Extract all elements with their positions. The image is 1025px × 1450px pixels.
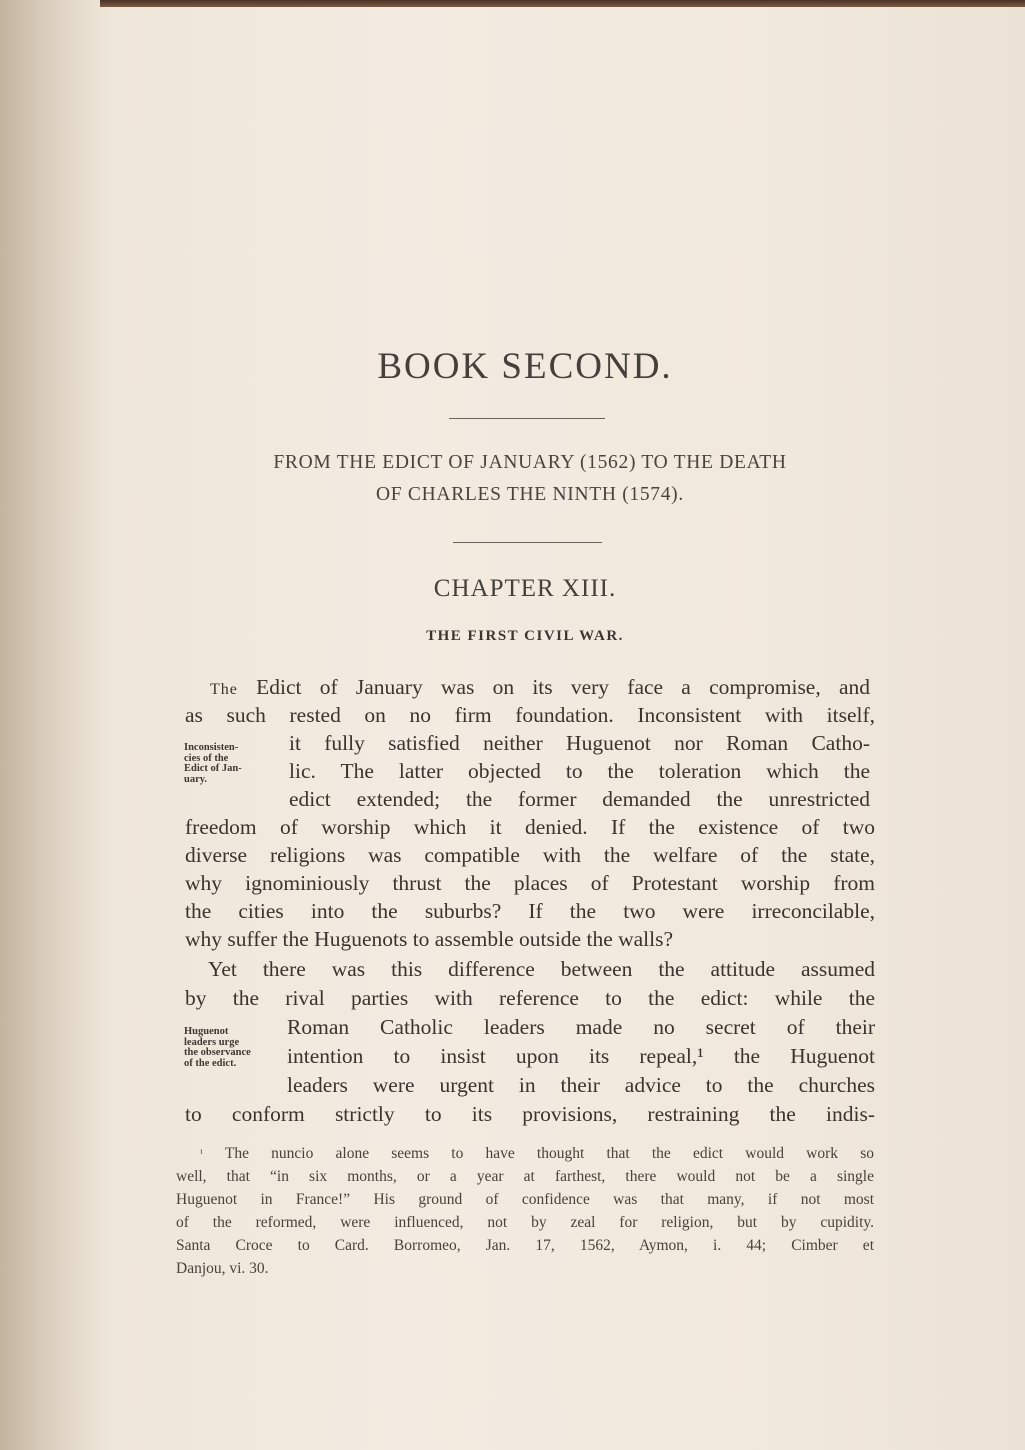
body-line: as such rested on no firm foundation. Inconsistent with itself,: [185, 703, 875, 727]
body-line: it fully satisfied neither Huguenot nor Roman Catho-: [289, 731, 870, 755]
footnote-line: of the reformed, were influenced, not by zeal for religion, but by cupidity.: [176, 1214, 874, 1231]
chapter-subtitle: THE FIRST CIVIL WAR.: [426, 628, 624, 644]
book-subtitle-line-1: FROM THE EDICT OF JANUARY (1562) TO THE DEATH: [273, 452, 787, 473]
footnote-mark: ¹: [200, 1148, 203, 1159]
drop-word: The: [210, 681, 238, 698]
footnote-line: Huguenot in France!” His ground of confidence was that many, if not most: [176, 1191, 874, 1208]
body-line: why suffer the Huguenots to assemble outside the walls?: [185, 927, 674, 951]
footnote-line: well, that “in six months, or a year at farthest, there would not be a single: [176, 1168, 874, 1185]
footnote-line: Santa Croce to Card. Borromeo, Jan. 17, 1562, Aymon, i. 44; Cimber et: [176, 1237, 874, 1254]
body-line: why ignominiously thrust the places of Protestant worship from: [185, 871, 875, 895]
body-line: leaders were urgent in their advice to the churches: [287, 1073, 875, 1097]
body-line: intention to insist upon its repeal,¹ the Huguenot: [287, 1044, 875, 1068]
chapter-title: CHAPTER XIII.: [433, 575, 617, 602]
body-line: edict extended; the former demanded the unrestricted: [289, 787, 870, 811]
margin-note-huguenot-leaders: Huguenot leaders urge the observance of the edict.: [184, 1026, 251, 1069]
book-cover-edge: [100, 0, 1025, 7]
body-line: diverse religions was compatible with the welfare of the state,: [185, 843, 875, 867]
body-line: Roman Catholic leaders made no secret of their: [287, 1015, 875, 1039]
page-gutter-shadow: [0, 0, 110, 1450]
body-line: by the rival parties with reference to the edict: while the: [185, 986, 875, 1010]
body-line: The Edict of January was on its very face a compromise, and: [210, 675, 870, 699]
body-line: to conform strictly to its provisions, restraining the indis-: [185, 1102, 875, 1126]
book-title: BOOK SECOND.: [377, 346, 673, 387]
subtitle-rule: [453, 542, 602, 543]
body-line: lic. The latter objected to the toleration which the: [289, 759, 870, 783]
margin-note-inconsistencies: Inconsisten- cies of the Edict of Jan- uary.: [184, 742, 242, 785]
body-line: the cities into the suburbs? If the two were irreconcilable,: [185, 899, 875, 923]
footnote-line: $^{^1}$ The nuncio alone seems to have thought that the edict would work so: [200, 1145, 874, 1162]
footnote-line: Danjou, vi. 30.: [176, 1260, 269, 1277]
book-subtitle-line-2: OF CHARLES THE NINTH (1574).: [376, 484, 684, 505]
body-line: Yet there was this difference between the attitude assumed: [208, 957, 875, 981]
title-rule: [449, 418, 605, 419]
body-line: freedom of worship which it denied. If the existence of two: [185, 815, 875, 839]
